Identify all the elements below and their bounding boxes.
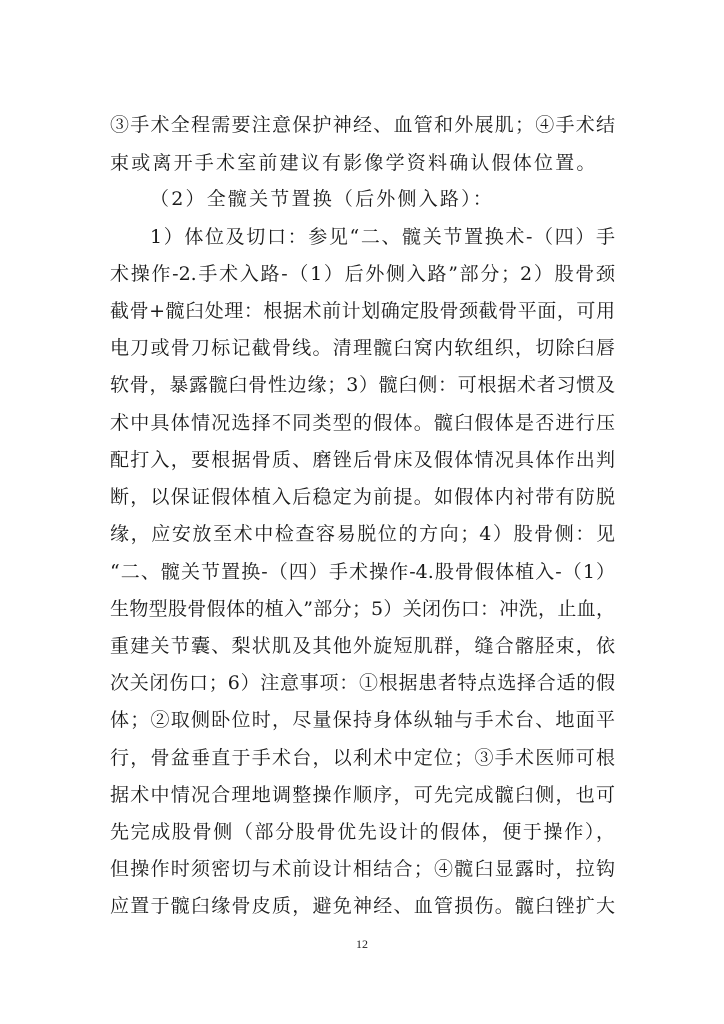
text-line: 截骨+髋臼处理：根据术前计划确定股骨颈截骨平面，可用 — [110, 300, 615, 322]
text-line: 行，骨盆垂直于手术台，以利术中定位；③手术医师可根 — [110, 747, 615, 769]
text-line: 次关闭伤口；6）注意事项：①根据患者特点选择合适的假 — [110, 672, 615, 694]
text-line: 电刀或骨刀标记截骨线。清理髋臼窝内软组织，切除臼唇 — [110, 337, 615, 359]
text-line: 缘，应安放至术中检查容易脱位的方向；4）股骨侧：见 — [110, 523, 615, 545]
text-line: 术操作-2.手术入路-（1）后外侧入路”部分；2）股骨颈 — [110, 263, 615, 285]
text-line: 断，以保证假体植入后稳定为前提。如假体内衬带有防脱 — [110, 486, 615, 508]
text-line: 配打入，要根据骨质、磨锉后骨床及假体情况具体作出判 — [110, 449, 615, 471]
text-line: 生物型股骨假体的植入”部分；5）关闭伤口：冲洗，止血， — [110, 598, 615, 620]
text-line: 术中具体情况选择不同类型的假体。髋臼假体是否进行压 — [110, 412, 615, 434]
text-line: 体；②取侧卧位时，尽量保持身体纵轴与手术台、地面平 — [110, 709, 615, 731]
text-line: 重建关节囊、梨状肌及其他外旋短肌群，缝合髂胫束，依 — [110, 635, 615, 657]
text-line: 但操作时须密切与术前设计相结合；④髋臼显露时，拉钩 — [110, 858, 615, 880]
text-line: 应置于髋臼缘骨皮质，避免神经、血管损伤。髋臼锉扩大 — [110, 895, 615, 917]
text-line: “二、髋关节置换-（四）手术操作-4.股骨假体植入-（1） — [110, 561, 615, 583]
text-line: 据术中情况合理地调整操作顺序，可先完成髋臼侧，也可 — [110, 784, 615, 806]
text-line: 先完成股骨侧（部分股骨优先设计的假体，便于操作）， — [110, 821, 615, 843]
section-heading: （2）全髋关节置换（后外侧入路）： — [150, 188, 494, 210]
text-line: 1）体位及切口：参见“二、髋关节置换术-（四）手 — [150, 226, 615, 248]
text-line: ③手术全程需要注意保护神经、血管和外展肌；④手术结 — [110, 114, 615, 136]
text-line: 软骨，暴露髋臼骨性边缘；3）髋臼侧：可根据术者习惯及 — [110, 374, 615, 396]
page-number: 12 — [356, 937, 368, 951]
text-line: 束或离开手术室前建议有影像学资料确认假体位置。 — [110, 152, 598, 174]
